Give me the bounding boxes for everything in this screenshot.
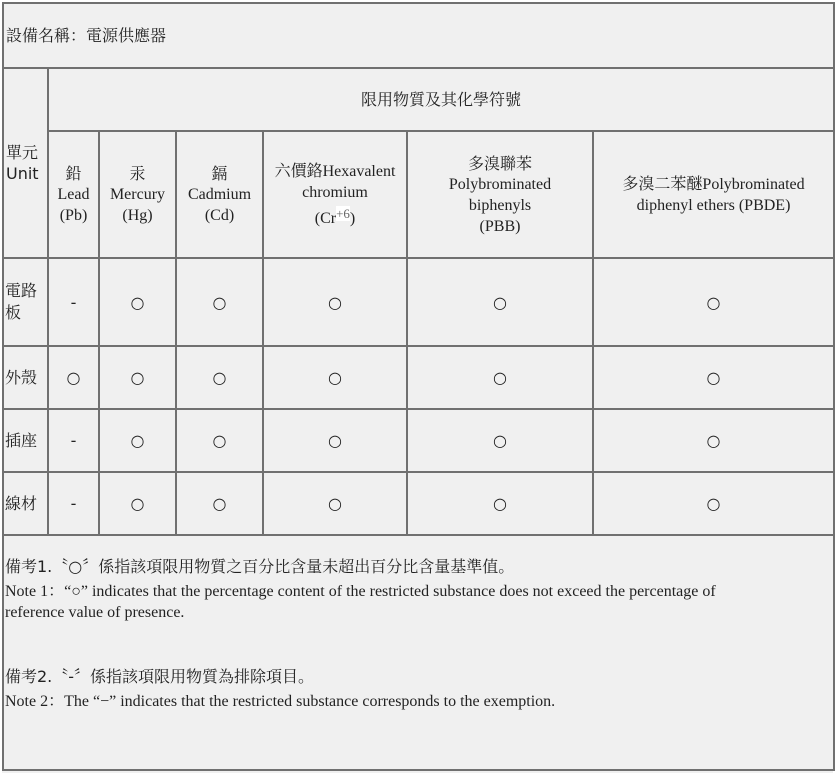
unit-label-text: 電路板 [5,281,38,322]
note-1-zh: 備考1.〝○〞係指該項限用物質之百分比含量未超出百分比含量基準值。 [5,557,515,576]
restricted-substances-header-cell [48,68,834,131]
unit-header-cell [3,68,48,258]
substance-header-mercury [99,131,176,258]
unit-label [3,258,48,346]
substance-header-hexavalent-chromium [263,131,407,258]
mark-cell: ○ [99,472,176,535]
formula-superscript: +6 [336,205,350,221]
substance-symbol: (Pb) [59,207,88,224]
mark-cell: ○ [263,409,407,472]
substance-name-zh: 鉛 [65,164,82,183]
substance-name-en: Mercury [109,186,166,203]
substance-name-en: Cadmium [187,186,252,203]
mark-cell: ○ [99,258,176,346]
substance-name-en: chromium [302,183,368,201]
substance-header-lead [48,131,99,258]
substance-header-pbb [407,131,593,258]
rohs-declaration [2,2,833,773]
mark-cell: ○ [593,409,834,472]
mark-cell: ○ [407,472,593,535]
note-2-zh: 備考2.〝-〞係指該項限用物質為排除項目。 [5,667,315,686]
substance-name-en: biphenyls [468,196,532,214]
unit-label [3,409,48,472]
mark-cell: ○ [407,258,593,346]
substance-name-en: Lead [57,186,90,203]
mark-cell: - [48,258,99,346]
mark-cell: ○ [176,472,263,535]
mark-cell: ○ [593,258,834,346]
mark-cell: ○ [48,346,99,409]
restricted-substances-table [2,2,835,771]
mark-cell: - [48,409,99,472]
note-1 [5,556,829,623]
substance-name-zh-en: 多溴二苯醚Polybrominated [622,175,805,193]
unit-label-text: 線材 [5,493,38,513]
unit-header-en: Unit [6,164,39,183]
substance-header-pbde [593,131,834,258]
mark-cell: - [48,472,99,535]
table-row [3,472,834,535]
substance-name-en: diphenyl ethers (PBDE) [636,196,791,214]
substance-symbol: (Hg) [122,207,153,224]
mark-cell: ○ [176,409,263,472]
mark-cell: ○ [263,472,407,535]
substance-symbol: (PBB) [479,217,521,235]
mark-cell: ○ [176,346,263,409]
substance-symbol [264,203,406,229]
substance-symbol: (Cd) [204,207,235,224]
substance-name-zh: 鎘 [211,164,228,183]
substance-name-zh-en: 六價鉻Hexavalent [274,162,396,180]
note-2-en: Note 2：The “−” indicates that the restricted substance corresponds to the exemption. [5,693,556,710]
unit-label-text: 插座 [5,430,38,450]
mark-cell: ○ [176,258,263,346]
device-name-title: 設備名稱：電源供應器 [6,25,167,45]
formula-prefix: (Cr [314,209,337,227]
formula-suffix: ) [349,209,356,227]
notes-cell [3,535,834,770]
substance-name-zh: 汞 [129,164,146,183]
substance-header-cadmium [176,131,263,258]
table-row [3,409,834,472]
table-row [3,346,834,409]
mark-cell: ○ [407,346,593,409]
unit-header-zh: 單元 [6,143,39,162]
substance-name-zh: 多溴聯苯 [467,153,532,173]
mark-cell: ○ [407,409,593,472]
note-1-en-line-1: Note 1：“○” indicates that the percentage content of the restricted substance does not exceed the percentage of [5,583,716,600]
substance-name-en: Polybrominated [448,175,552,193]
mark-cell: ○ [99,346,176,409]
device-name-cell [3,3,834,68]
mark-cell: ○ [263,258,407,346]
mark-cell: ○ [593,472,834,535]
mark-cell: ○ [263,346,407,409]
table-row [3,258,834,346]
unit-label [3,472,48,535]
unit-label [3,346,48,409]
restricted-substances-header: 限用物質及其化學符號 [361,89,522,109]
mark-cell: ○ [99,409,176,472]
mark-cell: ○ [593,346,834,409]
unit-label-text: 外殼 [5,367,38,387]
note-1-en-line-2: reference value of presence. [5,604,185,621]
note-2 [5,666,829,712]
